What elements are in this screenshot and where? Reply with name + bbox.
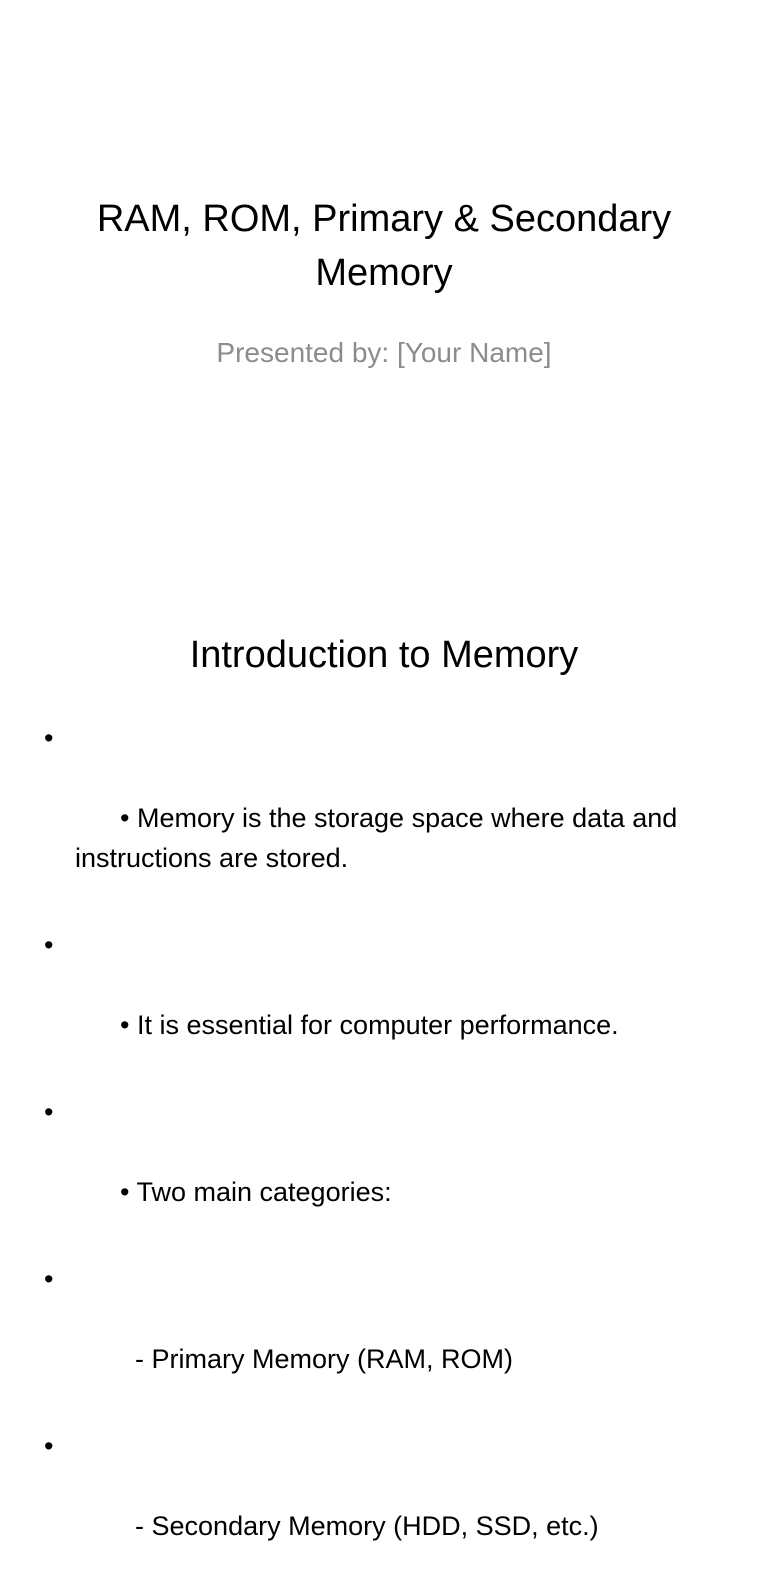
list-item xyxy=(44,925,704,1085)
bullet-marker: • xyxy=(44,1431,54,1461)
list-item-text: • It is essential for computer performance. xyxy=(120,1010,619,1040)
bullet-marker: • xyxy=(44,1097,54,1127)
list-item xyxy=(44,1426,704,1586)
list-item-text: - Primary Memory (RAM, ROM) xyxy=(120,1344,513,1374)
slide-title: RAM, ROM, Primary & Secondary Memory xyxy=(96,198,672,294)
list-item xyxy=(44,1092,704,1252)
bullet-marker: • xyxy=(44,1264,54,1294)
bullet-marker: • xyxy=(44,723,54,753)
bullet-marker: • xyxy=(44,930,54,960)
intro-slide xyxy=(0,512,768,1541)
title-slide xyxy=(0,0,768,512)
list-item-text: • Memory is the storage space where data and instructions are stored. xyxy=(75,803,685,873)
list-item xyxy=(44,1259,704,1419)
slide-heading: Introduction to Memory xyxy=(189,634,579,676)
slide-subtitle: Presented by: [Your Name] xyxy=(216,337,552,368)
list-item-text: • Two main categories: xyxy=(120,1177,392,1207)
list-item-text: - Secondary Memory (HDD, SSD, etc.) xyxy=(120,1511,599,1541)
list-item xyxy=(44,718,704,918)
bullet-list xyxy=(44,718,704,1593)
